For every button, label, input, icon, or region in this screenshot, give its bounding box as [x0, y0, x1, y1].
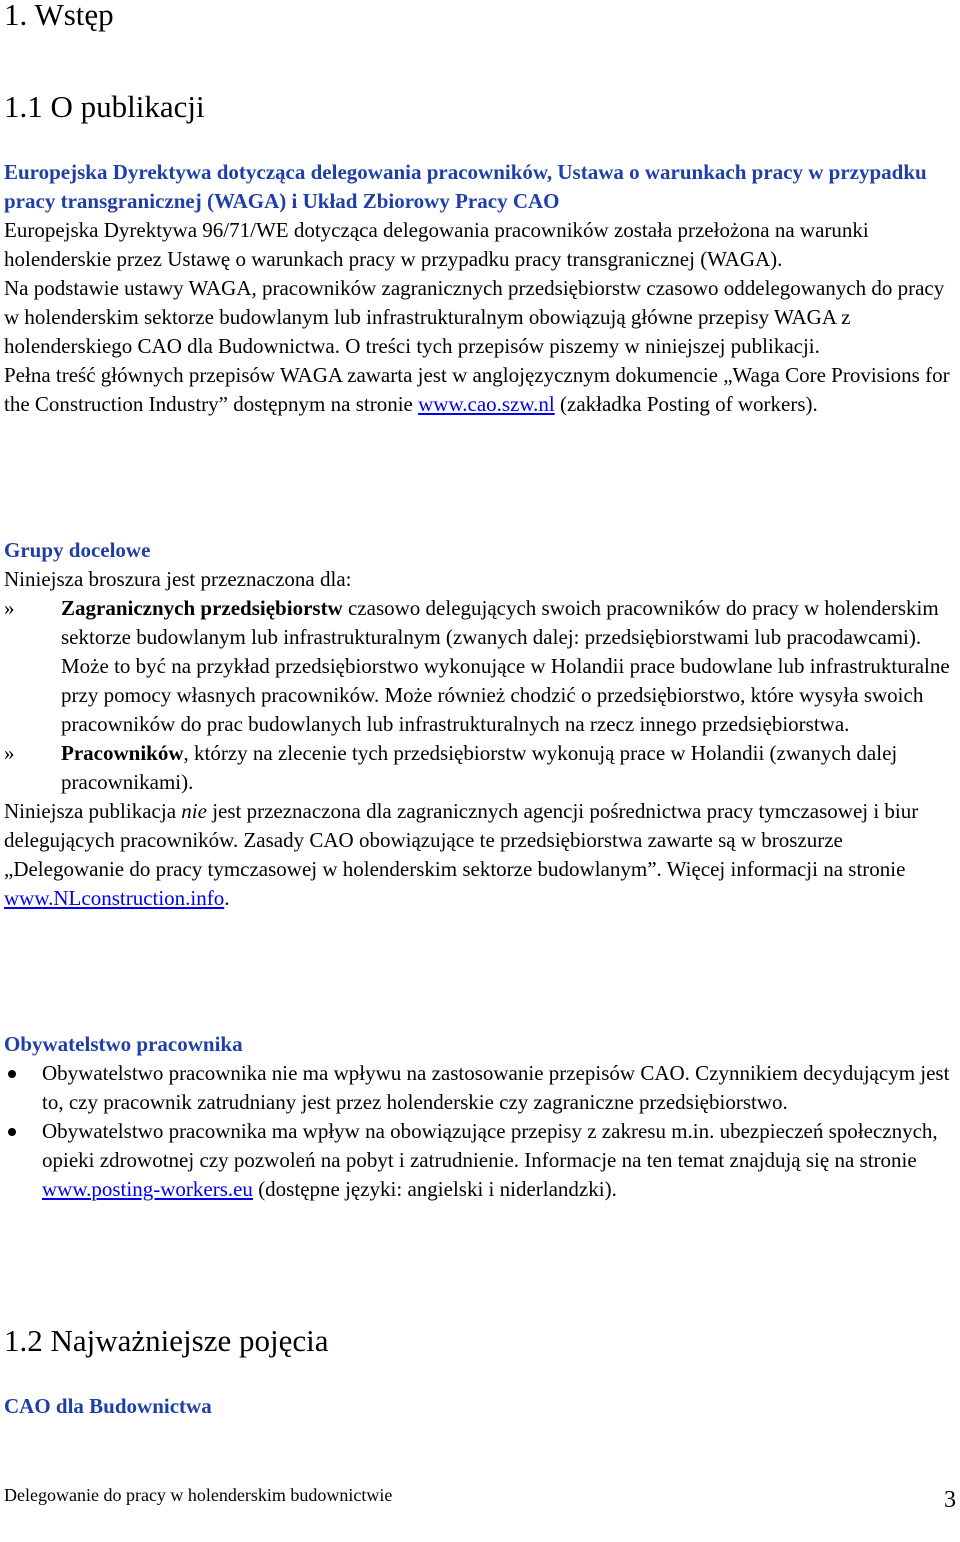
- section-about-publication: [4, 158, 956, 419]
- note-after: jest przeznaczona dla zagranicznych agencji pośrednictwa pracy tymczasowej i biur delegujących pracowników. Zasady CAO obowiązujące te przedsiębiorstwa zawarte są w broszurze „Delegowanie do pracy tymczasowej w holenderskim sektorze budowlanym”. Więcej informacji na stronie: [4, 799, 919, 881]
- chapter-title: 1. Wstęp: [4, 0, 114, 32]
- list-item-rest: czasowo delegujących swoich pracowników do pracy w holenderskim sektorze budowlanym lub infrastrukturalnym (zwanych dalej: przedsiębiorstwami lub pracodawcami). Może to być na przykład przedsiębiorstwo wykonujące w Holandii prace budowlane lub infrastrukturalne przy pomocy własnych pracowników. Może również chodzić o przedsiębiorstwo, które wysyła swoich pracowników do prac budowlanych lub infrastrukturalnych na rzecz innego przedsiębiorstwa.: [61, 596, 950, 736]
- list-item: [4, 1059, 956, 1117]
- bullet-icon: [4, 1117, 42, 1204]
- target-groups-intro: Niniejsza broszura jest przeznaczona dla:: [4, 567, 352, 591]
- list-item-text: [61, 739, 956, 797]
- link-cao-szw[interactable]: www.cao.szw.nl: [418, 392, 555, 416]
- subheading-citizenship: Obywatelstwo pracownika: [4, 1032, 243, 1056]
- link-nlconstruction[interactable]: www.NLconstruction.info: [4, 886, 225, 910]
- list-item-text: Obywatelstwo pracownika nie ma wpływu na zastosowanie przepisów CAO. Czynnikiem decydującym jest to, czy pracownik zatrudniany jest przez holenderskie czy zagraniczne przedsiębiorstwo.: [42, 1061, 950, 1114]
- document-page: [4, 0, 956, 1542]
- arrow-marker-icon: »: [4, 741, 15, 765]
- list-item: [4, 739, 956, 797]
- subheading-cao-construction: CAO dla Budownictwa: [4, 1394, 212, 1418]
- paragraph-waga-basis: Na podstawie ustawy WAGA, pracowników zagranicznych przedsiębiorstw czasowo oddelegowanych do pracy w holenderskim sektorze budowlanym lub infrastrukturalnym obowiązują główne przepisy WAGA z holenderskiego CAO dla Budownictwa. O treści tych przepisów piszemy w niniejszej publikacji.: [4, 276, 945, 358]
- paragraph-full-text-before: Pełna treść głównych przepisów WAGA zawarta jest w anglojęzycznym dokumencie „Waga Core Provisions for the Construction Industry” dostępnym na stronie: [4, 363, 950, 416]
- note-end: .: [224, 886, 230, 910]
- section-key-concepts: [4, 1392, 956, 1421]
- bullet-icon: [4, 1059, 42, 1117]
- link-posting-workers[interactable]: www.posting-workers.eu: [42, 1177, 253, 1201]
- citizenship-after: (dostępne języki: angielski i niderlandzki).: [252, 1177, 617, 1201]
- section-title-1-1: 1.1 O publikacji: [4, 89, 205, 124]
- list-item-text: [61, 594, 956, 739]
- citizenship-before: Obywatelstwo pracownika ma wpływ na obowiązujące przepisy z zakresu m.in. ubezpieczeń społecznych, opieki zdrowotnej czy pozwoleń na pobyt i zatrudnienie. Informacje na ten temat znajdują się na stronie: [42, 1119, 938, 1172]
- list-item-text: [42, 1117, 956, 1204]
- paragraph-full-text-after: (zakładka Posting of workers).: [554, 392, 818, 416]
- section-citizenship: [4, 1030, 956, 1204]
- list-item: [4, 1117, 956, 1204]
- list-item: [4, 594, 956, 739]
- page-number: 3: [944, 1487, 956, 1513]
- paragraph-full-text: [4, 361, 956, 419]
- paragraph-not-intended: [4, 797, 956, 913]
- list-item-bold: Pracowników: [61, 741, 184, 765]
- note-before: Niniejsza publikacja: [4, 799, 182, 823]
- paragraph-directive: Europejska Dyrektywa 96/71/WE dotycząca delegowania pracowników została przełożona na warunki holenderskie przez Ustawę o warunkach pracy w przypadku pracy transgranicznej (WAGA).: [4, 218, 869, 271]
- subheading-directive: Europejska Dyrektywa dotycząca delegowania pracowników, Ustawa o warunkach pracy w przypadku pracy transgranicznej (WAGA) i Układ Zbiorowy Pracy CAO: [4, 160, 927, 213]
- page-footer: Delegowanie do pracy w holenderskim budownictwie: [4, 1485, 393, 1505]
- subheading-target-groups: Grupy docelowe: [4, 538, 151, 562]
- list-item-rest: , którzy na zlecenie tych przedsiębiorstw wykonują prace w Holandii (zwanych dalej pracownikami).: [61, 741, 898, 794]
- arrow-marker-icon: »: [4, 596, 15, 620]
- section-target-groups: [4, 536, 956, 913]
- list-item-bold: Zagranicznych przedsiębiorstw: [61, 596, 343, 620]
- section-title-1-2: 1.2 Najważniejsze pojęcia: [4, 1323, 329, 1358]
- note-italic: nie: [181, 799, 207, 823]
